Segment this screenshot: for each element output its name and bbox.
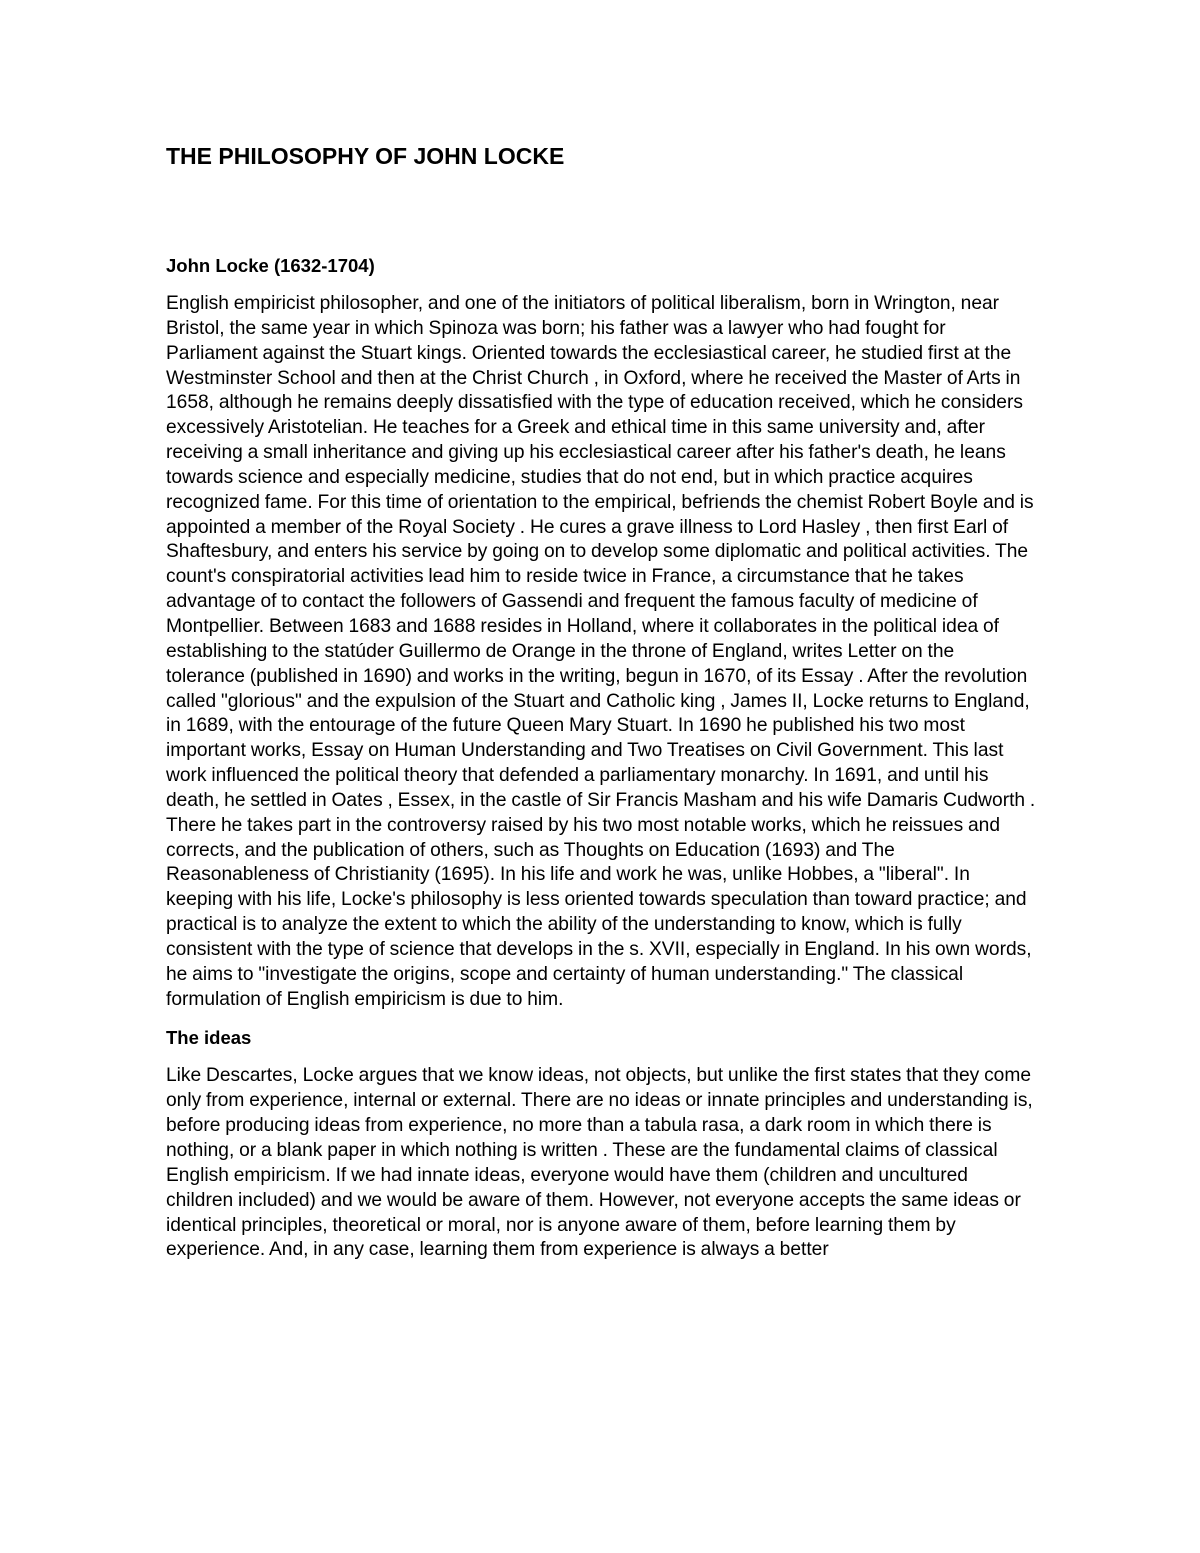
document-title: THE PHILOSOPHY OF JOHN LOCKE: [166, 143, 565, 169]
section-paragraph-ideas: Like Descartes, Locke argues that we know ideas, not objects, but unlike the first states that they come only from experience, internal or external. There are no ideas or innate principles and understanding is, before producing ideas from experience, no more than a tabula rasa, a dark room in which there is nothing, or a blank paper in which nothing is written . These are the fundamental claims of classical English empiricism. If we had innate ideas, everyone would have them (children and uncultured children included) and we would be aware of them. However, not everyone accepts the same ideas or identical principles, theoretical or moral, nor is anyone aware of them, before learning them by experience. And, in any case, learning them from experience is always a better: [166, 1065, 1033, 1261]
section-paragraph-biography: English empiricist philosopher, and one of the initiators of political liberalism, born in Wrington, near Bristol, the same year in which Spinoza was born; his father was a lawyer who had fought for Parliament against the Stuart kings. Oriented towards the ecclesiastical career, he studied first at the Westminster School and then at the Christ Church , in Oxford, where he received the Master of Arts in 1658, although he remains deeply dissatisfied with the type of education received, which he considers excessively Aristotelian. He teaches for a Greek and ethical time in this same university and, after receiving a small inheritance and giving up his ecclesiastical career after his father's death, he leans towards science and especially medicine, studies that do not end, but in which practice acquires recognized fame. For this time of orientation to the empirical, befriends the chemist Robert Boyle and is appointed a member of the Royal Society . He cures a grave illness to Lord Hasley , then first Earl of Shaftesbury, and enters his service by going on to develop some diplomatic and political activities. The count's conspiratorial activities lead him to reside twice in France, a circumstance that he takes advantage of to contact the followers of Gassendi and frequent the famous faculty of medicine of Montpellier. Between 1683 and 1688 resides in Holland, where it collaborates in the political idea of establishing to the statúder Guillermo de Orange in the throne of England, writes Letter on the tolerance (published in 1690) and works in the writing, begun in 1670, of its Essay . After the revolution called "glorious" and the expulsion of the Stuart and Catholic king , James II, Locke returns to England, in 1689, with the entourage of the future Queen Mary Stuart. In 1690 he published his two most important works, Essay on Human Understanding and Two Treatises on Civil Government. This last work influenced the political theory that defended a parliamentary monarchy. In 1691, and until his death, he settled in Oates , Essex, in the castle of Sir Francis Masham and his wife Damaris Cudworth . There he takes part in the controversy raised by his two most notable works, which he reissues and corrects, and the publication of others, such as Thoughts on Education (1693) and The Reasonableness of Christianity (1695). In his life and work he was, unlike Hobbes, a "liberal". In keeping with his life, Locke's philosophy is less oriented towards speculation than toward practice; and practical is to analyze the extent to which the ability of the understanding to know, which is fully consistent with the type of science that develops in the s. XVII, especially in England. In his own words, he aims to "investigate the origins, scope and certainty of human understanding." The classical formulation of English empiricism is due to him.: [166, 293, 1036, 1010]
section-heading-ideas: The ideas: [166, 1027, 252, 1049]
document-content: [166, 140, 1036, 1263]
section-heading-biography: John Locke (1632-1704): [166, 255, 375, 276]
